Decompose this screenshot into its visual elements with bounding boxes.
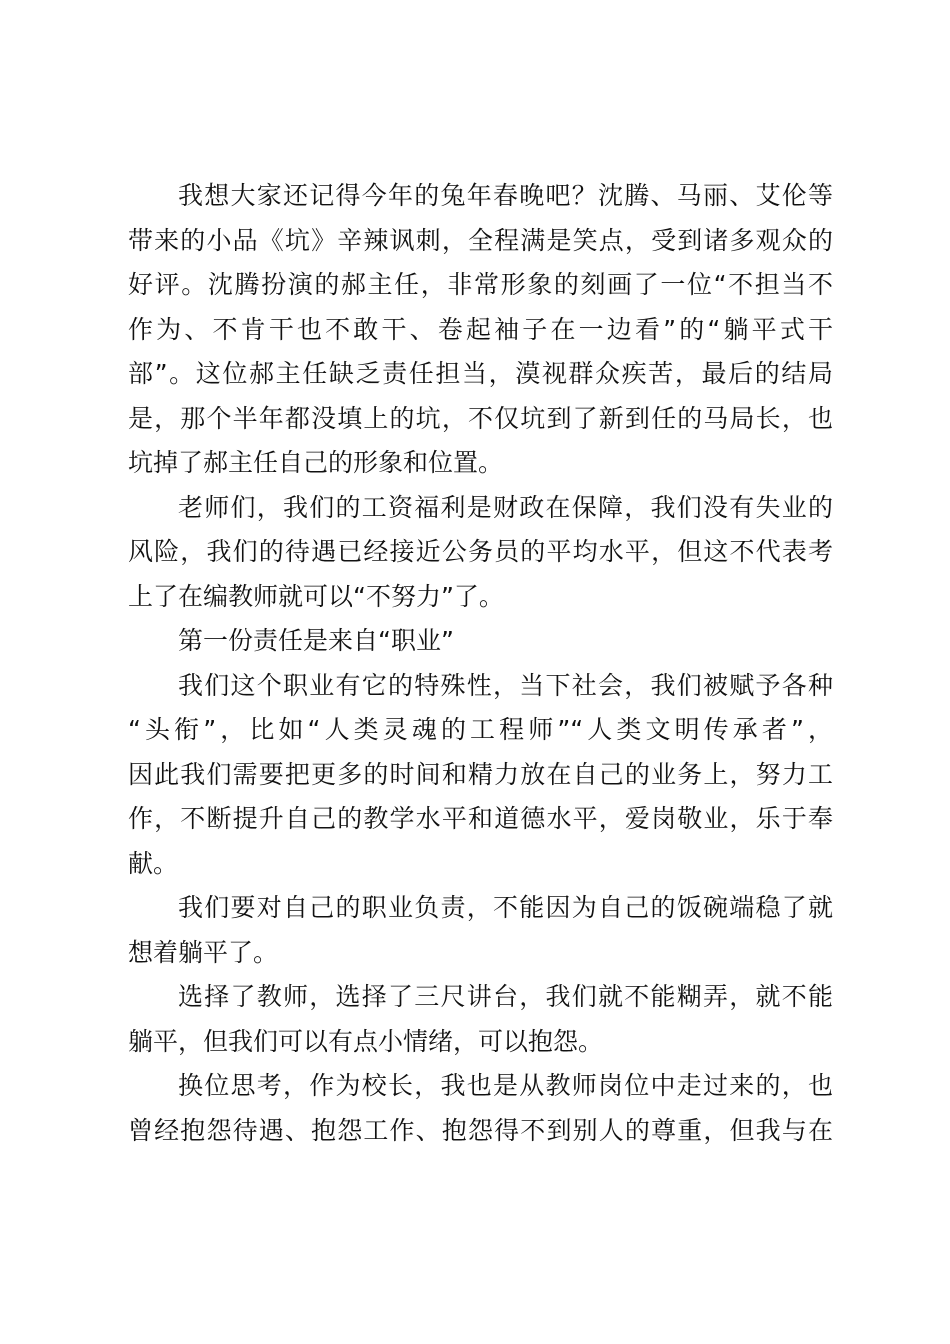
text-line: 想着躺平了。: [128, 937, 279, 967]
text-line: 作，不断提升自己的教学水平和道德水平，爱岗敬业，乐于奉: [128, 804, 833, 833]
text-line: 我们这个职业有它的特殊性，当下社会，我们被赋予各种: [178, 670, 833, 700]
text-line: 曾经抱怨待遇、抱怨工作、抱怨得不到别人的尊重，但我与在: [128, 1115, 833, 1145]
text-line: 上了在编教师就可以“不努力”了。: [128, 581, 504, 611]
section-heading: [128, 619, 833, 664]
paragraph-5: [128, 975, 833, 1064]
text-line: 部”。这位郝主任缺乏责任担当，漠视群众疾苦，最后的结局: [128, 359, 833, 388]
text-line: “头衔”，比如“人类灵魂的工程师”“人类文明传承者”，: [128, 715, 833, 744]
text-line: 换位思考，作为校长，我也是从教师岗位中走过来的，也: [178, 1071, 833, 1100]
text-line: 坑掉了郝主任自己的形象和位置。: [128, 448, 504, 477]
text-line: 作为、不肯干也不敢干、卷起袖子在一边看”的“躺平式干: [128, 314, 833, 344]
paragraph-1: [128, 174, 833, 486]
text-line: 献。: [128, 848, 179, 878]
paragraph-6: [128, 1064, 833, 1153]
text-line: 我想大家还记得今年的兔年春晚吧？沈腾、马丽、艾伦等: [178, 181, 833, 210]
text-line: 好评。沈腾扮演的郝主任，非常形象的刻画了一位“不担当不: [128, 270, 833, 299]
text-line: 老师们，我们的工资福利是财政在保障，我们没有失业的: [178, 492, 833, 522]
text-line: 我们要对自己的职业负责，不能因为自己的饭碗端稳了就: [178, 893, 833, 922]
document-body: [128, 174, 833, 1153]
text-line: 躺平，但我们可以有点小情绪，可以抱怨。: [128, 1026, 604, 1056]
heading-line: 第一份责任是来自“职业”: [178, 626, 454, 655]
text-line: 带来的小品《坑》辛辣讽刺，全程满是笑点，受到诸多观众的: [128, 225, 833, 255]
paragraph-4: [128, 886, 833, 975]
paragraph-2: [128, 486, 833, 620]
text-line: 风险，我们的待遇已经接近公务员的平均水平，但这不代表考: [128, 537, 833, 566]
paragraph-3: [128, 664, 833, 887]
text-line: 是，那个半年都没填上的坑，不仅坑到了新到任的马局长，也: [128, 403, 833, 433]
text-line: 因此我们需要把更多的时间和精力放在自己的业务上，努力工: [128, 759, 833, 789]
text-line: 选择了教师，选择了三尺讲台，我们就不能糊弄，就不能: [178, 982, 833, 1011]
